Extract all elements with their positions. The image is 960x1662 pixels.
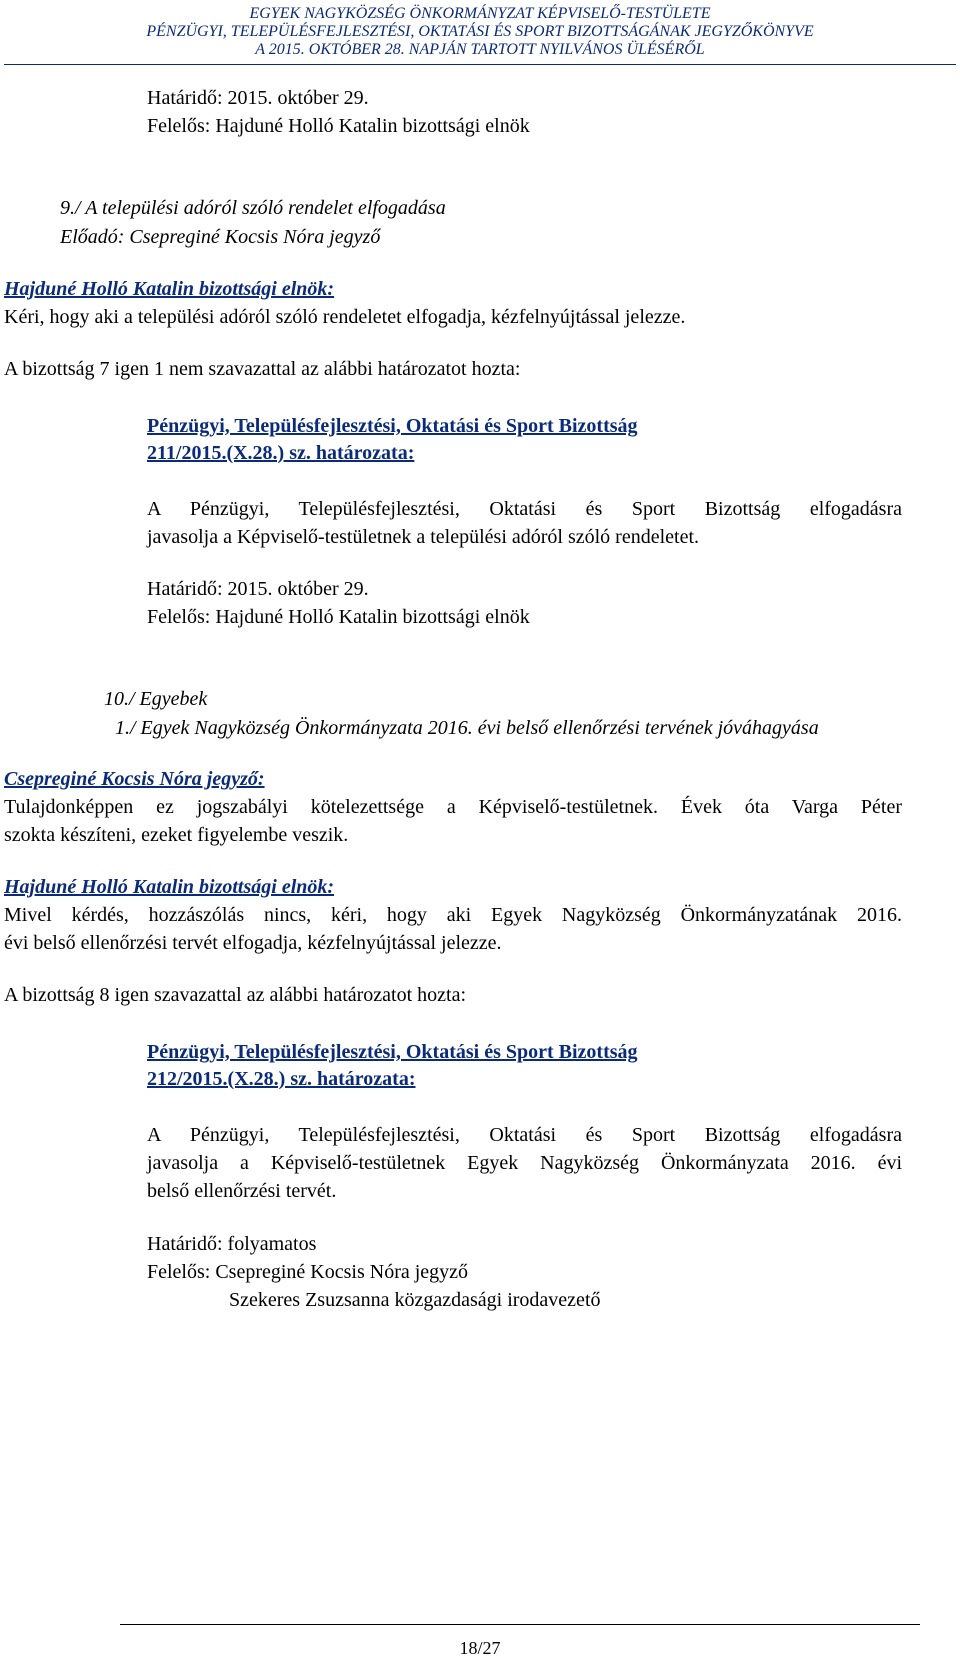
resolution-number: 212/2015.(X.28.) sz. határozata: xyxy=(147,1068,416,1090)
speech-text-line: Mivel kérdés, hozzászólás nincs, kéri, hogy aki Egyek Nagyközség Önkormányzatának 2016. xyxy=(4,904,902,926)
agenda-item-title: 10./ Egyebek xyxy=(104,688,208,710)
resolution-body-line: belső ellenőrzési tervét. xyxy=(147,1180,337,1202)
resolution-body-line: javasolja a Képviselő-testületnek a települési adóról szóló rendeletet. xyxy=(147,526,700,548)
resolution-body-line: A Pénzügyi, Településfejlesztési, Oktatási és Sport Bizottság elfogadásra xyxy=(147,1124,902,1146)
vote-text: A bizottság 7 igen 1 nem szavazattal az alábbi határozatot hozta: xyxy=(4,358,521,380)
speaker-name: Hajduné Holló Katalin bizottsági elnök: xyxy=(4,876,335,898)
vote-text: A bizottság 8 igen szavazattal az alábbi határozatot hozta: xyxy=(4,984,467,1006)
responsible-text: Felelős: Hajduné Holló Katalin bizottsági elnök xyxy=(147,115,530,137)
responsible-text: Felelős: Csepreginé Kocsis Nóra jegyző xyxy=(147,1261,469,1283)
speech-text: Kéri, hogy aki a települési adóról szóló rendeletet elfogadja, kézfelnyújtással jelezze. xyxy=(4,306,686,328)
speech-text-line: Tulajdonképpen ez jogszabályi kötelezettsége a Képviselő-testületnek. Évek óta Varga Péter xyxy=(4,796,902,818)
speaker-name: Csepreginé Kocsis Nóra jegyző: xyxy=(4,768,265,790)
resolution-body-line: A Pénzügyi, Településfejlesztési, Oktatási és Sport Bizottság elfogadásra xyxy=(147,498,902,520)
speech-text-line: évi belső ellenőrzési tervét elfogadja, kézfelnyújtással jelezze. xyxy=(4,932,502,954)
resolution-heading: Pénzügyi, Településfejlesztési, Oktatási és Sport Bizottság xyxy=(147,1041,638,1063)
speech-text-line: szokta készíteni, ezeket figyelembe veszik. xyxy=(4,824,349,846)
header-line-3: A 2015. OKTÓBER 28. NAPJÁN TARTOTT NYILVÁNOS ÜLÉSÉRŐL xyxy=(255,41,705,58)
resolution-heading: Pénzügyi, Településfejlesztési, Oktatási és Sport Bizottság xyxy=(147,415,638,437)
responsible-text: Felelős: Hajduné Holló Katalin bizottsági elnök xyxy=(147,606,530,628)
agenda-item-title: 9./ A települési adóról szóló rendelet elfogadása xyxy=(60,197,446,219)
agenda-subitem-title: 1./ Egyek Nagyközség Önkormányzata 2016. évi belső ellenőrzési tervének jóváhagyása xyxy=(115,717,819,739)
deadline-text: Határidő: folyamatos xyxy=(147,1233,317,1255)
deadline-text: Határidő: 2015. október 29. xyxy=(147,87,369,109)
header-line-2: PÉNZÜGYI, TELEPÜLÉSFEJLESZTÉSI, OKTATÁSI ÉS SPORT BIZOTTSÁGÁNAK JEGYZŐKÖNYVE xyxy=(146,23,814,40)
page-number: 18/27 xyxy=(459,1638,501,1658)
resolution-number: 211/2015.(X.28.) sz. határozata: xyxy=(147,442,415,464)
deadline-text: Határidő: 2015. október 29. xyxy=(147,578,369,600)
footer-divider xyxy=(120,1624,920,1625)
resolution-body-line: javasolja a Képviselő-testületnek Egyek Nagyközség Önkormányzata 2016. évi xyxy=(147,1152,902,1174)
header-divider xyxy=(4,64,956,65)
speaker-name: Hajduné Holló Katalin bizottsági elnök: xyxy=(4,278,335,300)
header-line-1: EGYEK NAGYKÖZSÉG ÖNKORMÁNYZAT KÉPVISELŐ-TESTÜLETE xyxy=(249,5,711,22)
agenda-item-presenter: Előadó: Csepreginé Kocsis Nóra jegyző xyxy=(60,226,381,248)
responsible-text-cont: Szekeres Zsuzsanna közgazdasági irodavezető xyxy=(229,1289,601,1311)
